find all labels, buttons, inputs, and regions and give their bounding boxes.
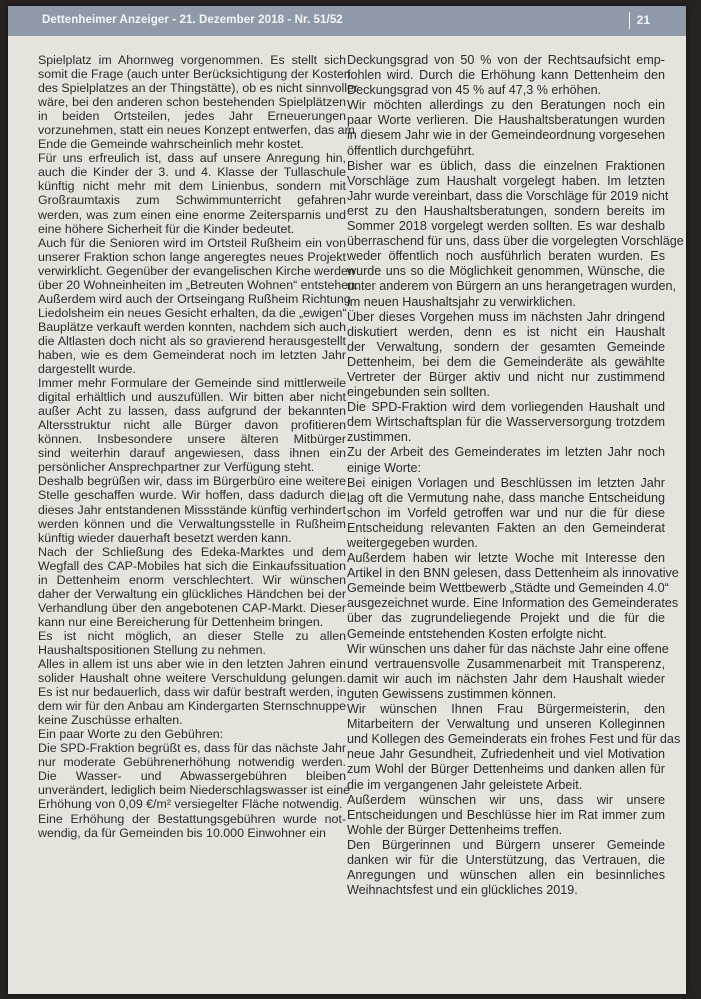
text-line: Bauplätze verkauft werden konnten, nachdem sich auch [38, 319, 346, 334]
text-line: Immer mehr Formulare der Gemeinde sind mittlerweile [38, 376, 346, 391]
text-line: Für uns erfreulich ist, dass auf unsere Anregung hin, [38, 151, 346, 166]
text-line: keine Zuschüsse erhalten. [38, 713, 183, 728]
text-line: Deshalb begrüßen wir, dass im Bürgerbüro eine weitere [38, 474, 346, 489]
text-line: digital erhältlich und auszufüllen. Wir bitten aber nicht [38, 390, 346, 405]
text-line: Nach der Schließung des Edeka-Marktes und dem [38, 544, 346, 559]
text-line: Wohle der Bürger Dettenheims treffen. [347, 822, 563, 837]
text-line: künftig nicht mehr mit dem Linienbus, sondern mit [38, 179, 346, 194]
article-paragraph [347, 702, 681, 793]
text-line: Bei einigen Vorlagen und Beschlüssen im letzten Jahr [347, 475, 665, 490]
text-line: haben, wie es dem Gemeinderat noch im letzten Jahr [38, 347, 346, 362]
article-paragraph [347, 53, 665, 98]
text-line: lag oft die Vermutung nahe, dass manche Entscheidung [347, 490, 665, 505]
text-line: damit wir auch im nächsten Jahr dem Haushalt wieder [347, 671, 665, 686]
text-line: in Dettenheim enorm verschlechtert. Wir wünschen [38, 572, 346, 587]
article-paragraph [38, 629, 346, 657]
text-line: Stelle geschaffen wurde. Wir hoffen, dass dadurch die [38, 488, 346, 503]
text-line: der Verwaltung, sondern der gesamten Gemeinde [347, 339, 665, 354]
text-line: Ende die Gemeinde wahrscheinlich mehr kostet. [38, 137, 304, 152]
text-line: dem Wirtschaftsplan für die Wasserversorgung trotzdem [347, 415, 665, 430]
article-paragraph [347, 400, 665, 445]
text-line: Spielplatz im Ahornweg vorgenommen. Es stellt sich [38, 53, 346, 67]
text-line: die im vergangenen Jahr geleistete Arbeit. [347, 777, 583, 792]
text-line: über das zugrundeliegende Projekt und die für die [347, 611, 665, 626]
text-line: neue Jahr Gesundheit, Zufriedenheit und viel Motivation [347, 747, 665, 762]
text-line: Weihnachtsfest und ein glückliches 2019. [347, 883, 578, 898]
text-line: wurde uns so die Möglichkeit genommen, Wünsche, die [347, 264, 665, 279]
text-line: können. Insbesondere unsere älteren Mitbürger [38, 432, 346, 447]
text-line: Wir wünschen Ihnen Frau Bürgermeisterin, den [347, 702, 665, 717]
text-line: verwirklicht. Gegenüber der evangelischen Kirche werden [38, 263, 355, 278]
text-line: Wir wünschen uns daher für das nächste Jahr eine offene [347, 641, 669, 656]
text-line: wäre, bei den anderen schon bestehenden Spielplätzen [38, 95, 346, 110]
text-line: zustimmen. [347, 430, 412, 445]
text-line: und Kollegen des Gemeinderats ein frohes Fest und für das [347, 732, 681, 747]
text-line: Außerdem haben wir letzte Woche mit Interesse den [347, 551, 665, 566]
text-line: Vertreter der Bürger aktiv und nicht nur zustimmend [347, 369, 665, 384]
text-line: Zu der Arbeit des Gemeinderates im letzten Jahr noch [347, 445, 665, 460]
text-line: somit die Frage (auch unter Berücksichtigung der Kosten [38, 67, 351, 82]
text-line: Ein paar Worte zu den Gebühren: [38, 727, 224, 742]
text-line: Außerdem wünschen wir uns, dass wir unsere [347, 792, 665, 807]
page-header [8, 6, 686, 36]
text-line: eingebunden sein sollten. [347, 385, 490, 400]
text-line: einige Worte: [347, 460, 421, 475]
text-line: auch die Kinder der 3. und 4. Klasse der Tullaschule [38, 165, 346, 180]
text-line: Liedolsheim ein neues Gesicht erhalten, da die „ewigen“ [38, 305, 347, 320]
text-line: Eine Erhöhung der Bestattungsgebühren wurde not- [38, 811, 346, 826]
text-line: fohlen wird. Durch die Erhöhung kann Dettenheim den [347, 68, 665, 83]
text-line: Vorschläge zum Haushalt vorgelegt haben. Im letzten [347, 173, 665, 188]
text-line: in beiden Ortsteilen, jedes Jahr Erneuerungen [38, 109, 346, 124]
text-line: Die SPD-Fraktion wird dem vorliegenden Haushalt und [347, 400, 665, 415]
text-line: Es ist nicht möglich, an dieser Stelle zu allen [38, 628, 346, 643]
text-line: Über dieses Vorgehen muss im nächsten Jahr dringend [347, 309, 665, 324]
right-article-column [347, 53, 684, 898]
text-line: des Spielplatzes an der Thingstätte), ob es nicht sinnvoller [38, 81, 359, 96]
article-paragraph [38, 812, 346, 840]
text-line: überraschend für uns, dass über die vorgelegten Vorschläge [347, 234, 684, 249]
text-line: Gemeinde entstehenden Kosten erfolgte nicht. [347, 626, 607, 641]
text-line: Wegfall des CAP-Mobiles hat sich die Einkaufssituation [38, 558, 346, 573]
text-line: Entscheidungen und Beschlüsse hier im Rat immer zum [347, 807, 665, 822]
text-line: dem wir für den Anbau am Kindergarten Sternschnuppe [38, 699, 346, 714]
text-line: Gemeinde beim Wettbewerb „Städte und Gemeinden 4.0“ [347, 581, 669, 596]
article-paragraph [347, 158, 684, 310]
text-line: weder öffentlich noch ausführlich beraten wurden. Es [347, 249, 665, 264]
text-line: erst zu den Haushaltsberatungen, sondern bereits im [347, 203, 665, 218]
text-line: persönlicher Ansprechpartner zur Verfügung steht. [38, 460, 315, 475]
text-line: Die Wasser- und Abwassergebühren bleiben [38, 769, 346, 784]
article-paragraph [347, 445, 665, 475]
text-line: vorzunehmen, statt ein neues Konzept entwerfen, das am [38, 123, 355, 138]
text-line: Entscheidung relevanten Fakten an den Gemeinderat [347, 520, 665, 535]
text-line: außer Acht zu lassen, dass aufgrund der bekannten [38, 404, 346, 419]
article-paragraph [347, 98, 665, 158]
text-line: kann nur eine Bereicherung für Dettenheim bringen. [38, 614, 324, 629]
text-line: über 20 Wohneinheiten im „Betreuten Wohnen“ entstehen. [38, 277, 359, 292]
text-line: Bisher war es üblich, dass die einzelnen Fraktionen [347, 158, 665, 173]
article-paragraph [347, 838, 665, 898]
text-line: daher der Verwaltung ein glückliches Händchen bei der [38, 586, 346, 601]
text-line: wendig, da für Gemeinden bis 10.000 Einwohner ein [38, 825, 326, 840]
page-number: 21 [636, 13, 650, 27]
text-line: Auch für die Senioren wird im Ortsteil Rußheim ein von [38, 235, 346, 250]
text-line: zum Wohl der Bürger Dettenheims und danken allen für [347, 762, 665, 777]
text-line: Außerdem wird auch der Ortseingang Rußheim Richtung [38, 291, 351, 306]
article-paragraph [38, 235, 359, 292]
text-line: guten Gewissens zustimmen können. [347, 686, 557, 701]
text-line: schon im Vorfeld getroffen war und nur die für diese [347, 505, 665, 520]
text-line: Deckungsgrad von 50 % von der Rechtsaufsicht emp- [347, 53, 665, 67]
text-line: dargestellt wurde. [38, 362, 136, 377]
text-line: unverändert, lediglich beim Niederschlagswasser ist eine [38, 783, 350, 798]
article-paragraph [38, 151, 346, 235]
left-article-column [38, 53, 359, 840]
text-line: unserer Fraktion schon lange angeregtes neues Projekt [38, 249, 346, 264]
text-line: Wir möchten allerdings zu den Beratungen noch ein [347, 98, 665, 113]
text-line: danken wir für die Unterstützung, das Vertrauen, die [347, 852, 665, 867]
text-line: öffentlich durchgeführt. [347, 143, 475, 158]
article-paragraph [38, 657, 346, 727]
text-line: Die SPD-Fraktion begrüßt es, dass für das nächste Jahr [38, 741, 346, 756]
text-line: Mitarbeitern der Verwaltung und unseren Kolleginnen [347, 717, 665, 732]
article-paragraph [347, 641, 669, 702]
article-paragraph [38, 376, 346, 474]
text-line: Verhandlung über den angebotenen CAP-Markt. Dieser [38, 600, 346, 615]
text-line: werden, was zum einen eine enorme Zeitersparnis und [38, 207, 346, 222]
text-line: die Altlasten doch nicht als so gravierend herausgestellt [38, 333, 346, 348]
article-paragraph [347, 310, 665, 401]
text-line: Dettenheim, bei dem die Gemeinderäte als gewählte [347, 354, 665, 369]
text-line: Haushaltspositionen Stellung zu nehmen. [38, 642, 266, 657]
article-paragraph [38, 53, 359, 152]
article-paragraph [347, 476, 665, 551]
text-line: Erhöhung von 0,09 €/m² versiegelter Fläche notwendig. [38, 797, 343, 812]
text-line: Großraumtaxis zum Schwimmunterricht gefahren [38, 193, 346, 208]
header-title: Dettenheimer Anzeiger - 21. Dezember 2018 - Nr. 51/52 [42, 14, 343, 26]
text-line: Jahr wurde vereinbart, dass die Vorschläge für 2019 nicht [347, 188, 669, 203]
text-line: sind weiterhin darauf angewiesen, dass ihnen ein [38, 446, 346, 461]
article-paragraph [347, 551, 679, 642]
text-line: Altersstruktur nicht alle Bürger davon profitieren [38, 418, 346, 433]
text-line: paar Worte verlieren. Die Haushaltsberatungen wurden [347, 113, 665, 128]
text-line: Alles in allem ist uns aber wie in den letzten Jahren ein [38, 657, 346, 672]
text-line: weitergegeben wurden. [347, 536, 478, 550]
text-line: künftig wieder dauerhaft besetzt werden kann. [38, 530, 292, 545]
article-paragraph [347, 793, 665, 838]
text-line: nur moderate Gebührenerhöhung notwendig werden. [38, 755, 346, 770]
text-line: werden können und die Verwaltungsstelle in Rußheim [38, 516, 346, 531]
newspaper-page [8, 6, 686, 994]
text-line: Den Bürgerinnen und Bürgern unserer Gemeinde [347, 837, 665, 852]
text-line: Es ist nur bedauerlich, dass wir dafür bestraft werden, in [38, 685, 347, 700]
text-line: in diesem Jahr wie in der Gemeindeordnung vorgesehen [347, 128, 665, 143]
text-line: dieses Jahr entstandenen Missstände künftig verhindert [38, 502, 346, 517]
article-paragraph [38, 741, 350, 812]
text-line: eine höhere Sicherheit für die Kinder bedeutet. [38, 221, 295, 236]
article-paragraph [38, 474, 346, 544]
text-line: ausgezeichnet wurde. Eine Information des Gemeinderates [347, 596, 679, 611]
text-line: und vertrauensvolle Zusammenarbeit mit Transperenz, [347, 656, 665, 671]
text-line: Deckungsgrad von 45 % auf 47,3 % erhöhen. [347, 83, 602, 98]
article-paragraph [38, 291, 351, 377]
header-divider [629, 12, 630, 29]
text-line: Artikel in den BNN gelesen, dass Dettenheim als innovative [347, 566, 679, 581]
text-line: Sommer 2018 vorgelegt werden sollten. Es war deshalb [347, 219, 665, 234]
text-line: im neuen Haushaltsjahr zu verwirklichen. [347, 294, 576, 309]
text-line: Anregungen und wünschen allen ein besinnliches [347, 868, 665, 883]
text-line: solider Haushalt ohne weitere Verschuldung gelungen. [38, 671, 346, 686]
text-line: diskutiert werden, denn es ist nicht ein Haushalt [347, 324, 665, 339]
article-paragraph [38, 545, 346, 629]
text-line: unter anderem von Bürgern an uns herangetragen wurden, [347, 279, 677, 294]
article-paragraph [38, 727, 346, 741]
